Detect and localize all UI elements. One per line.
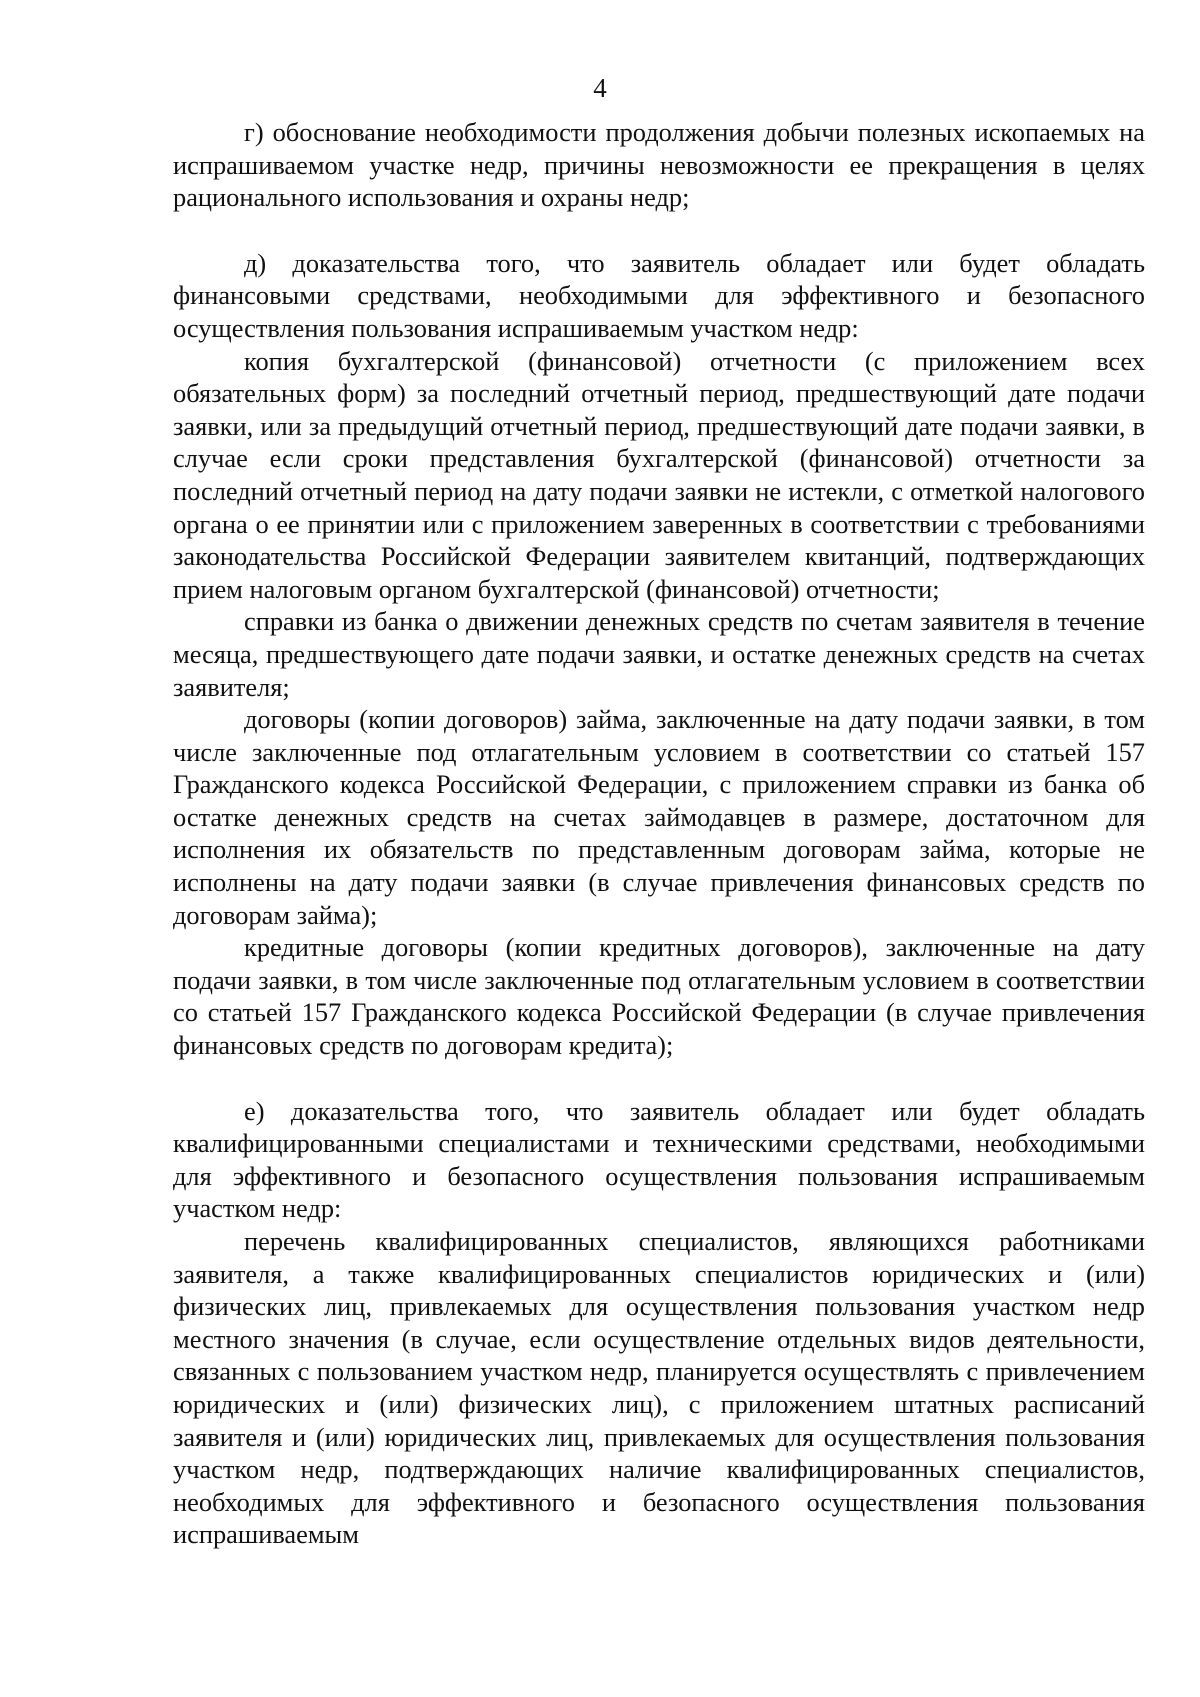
document-body: [173, 116, 1145, 1551]
paragraph-credit-agreements: кредитные договоры (копии кредитных договоров), заключенные на дату подачи заявки, в том числе заключенные под отлагательным условием в соответствии со статьей 157 Гражданского кодекса Российской Федерации (в случае привлечения финансовых средств по договорам кредита);: [173, 932, 1145, 1061]
paragraph-d-financial-evidence: д) доказательства того, что заявитель обладает или будет обладать финансовыми средствами, необходимыми для эффективного и безопасного осуществления пользования испрашиваемым участком недр:: [173, 247, 1145, 343]
page-number: 4: [593, 73, 607, 103]
paragraph-loan-agreements: договоры (копии договоров) займа, заключенные на дату подачи заявки, в том числе заключенные под отлагательным условием в соответствии со статьей 157 Гражданского кодекса Российской Федерации, с приложением справки из банка об остатке денежных средств на счетах займодавцев в размере, достаточном для исполнения их обязательств по представленным договорам займа, которые не исполнены на дату подачи заявки (в случае привлечения финансовых средств по договорам займа);: [173, 704, 1145, 930]
paragraph-specialists-list: перечень квалифицированных специалистов, являющихся работниками заявителя, а также квалифицированных специалистов юридических и (или) физических лиц, привлекаемых для осуществления пользования участком недр местного значения (в случае, если осуществление отдельных видов деятельности, связанных с пользованием участком недр, планируется осуществлять с привлечением юридических и (или) физических лиц), с приложением штатных расписаний заявителя и (или) юридических лиц, привлекаемых для осуществления пользования участком недр, подтверждающих наличие квалифицированных специалистов, необходимых для эффективного и безопасного осуществления пользования испрашиваемым: [173, 1226, 1145, 1550]
paragraph-g-justification: г) обоснование необходимости продолжения добычи полезных ископаемых на испрашиваемом участке недр, причины невозможности ее прекращения в целях рационального использования и охраны недр;: [173, 117, 1145, 213]
paragraph-bank-statements: справки из банка о движении денежных средств по счетам заявителя в течение месяца, предшествующего дате подачи заявки, и остатке денежных средств на счетах заявителя;: [173, 606, 1145, 702]
paragraph-accounting-statements: копия бухгалтерской (финансовой) отчетности (с приложением всех обязательных форм) за последний отчетный период, предшествующий дате подачи заявки, или за предыдущий отчетный период, предшествующий дате подачи заявки, в случае если сроки представления бухгалтерской (финансовой) отчетности за последний отчетный период на дату подачи заявки не истекли, с отметкой налогового органа о ее принятии или с приложением заверенных в соответствии с требованиями законодательства Российской Федерации заявителем квитанций, подтверждающих прием налоговым органом бухгалтерской (финансовой) отчетности;: [173, 345, 1145, 604]
paragraph-e-qualified-specialists: е) доказательства того, что заявитель обладает или будет обладать квалифицированными специалистами и техническими средствами, необходимыми для эффективного и безопасного осуществления пользования испрашиваемым участком недр:: [173, 1095, 1145, 1224]
